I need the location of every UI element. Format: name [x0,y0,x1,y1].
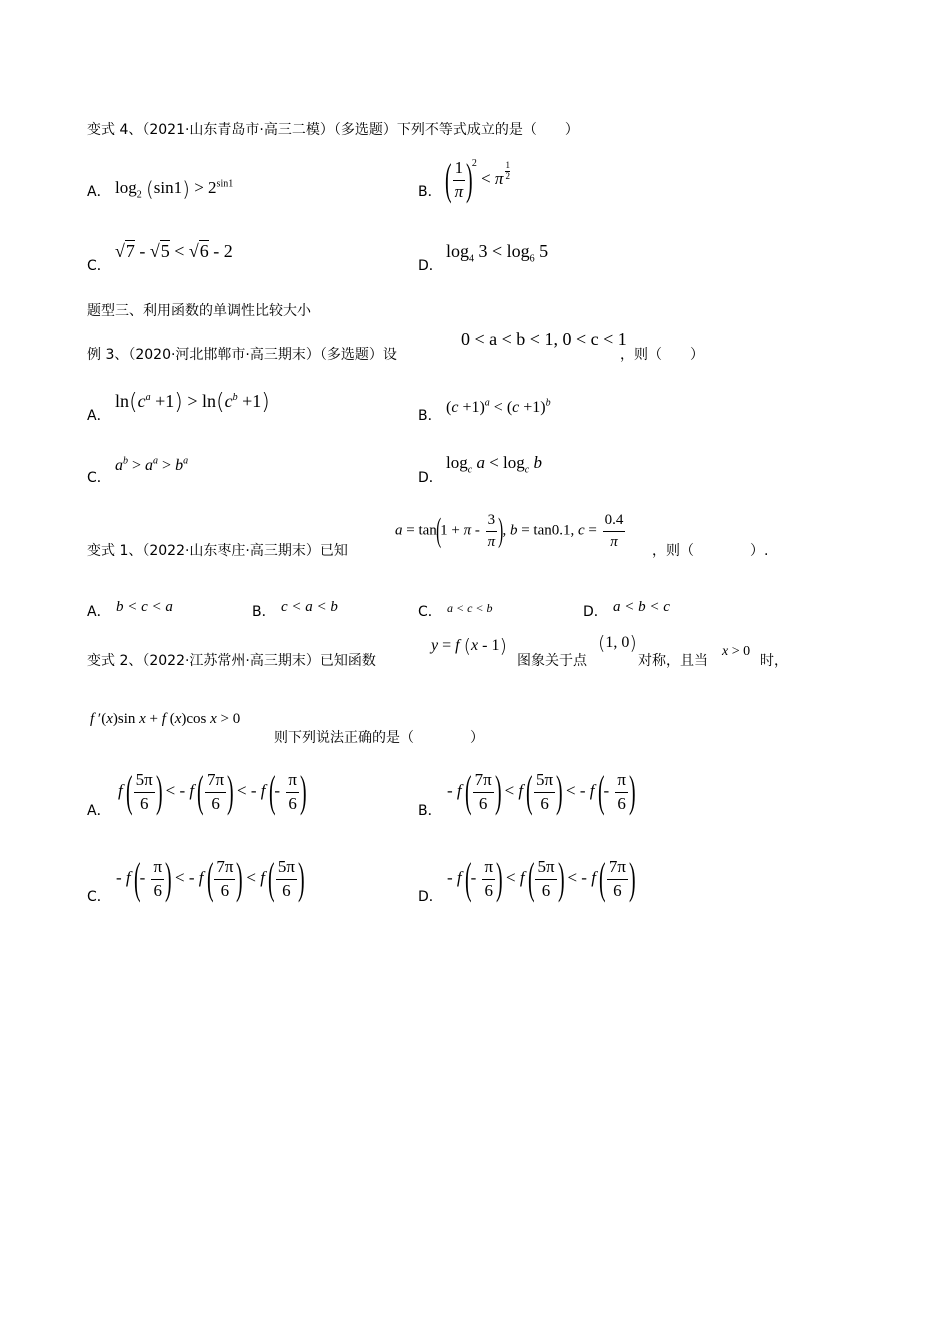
ex3-stem: 例 3、（2020·河北邯郸市·高三期末）（多选题）设 [87,347,397,363]
ex3-option-d-formula: $\log_c a < \log_c b$ [446,453,542,476]
q4-option-a-label: A． [87,184,111,200]
v2-option-a-label: A． [87,803,111,819]
q4-option-b-label: B． [418,184,442,200]
ex3-option-c-formula: $a^b > a^a > b^a$ [115,455,189,474]
v1-option-c-text: a < c < b [447,601,493,615]
v2-mid3: 时， [760,653,788,669]
v2-option-b-formula: - f ( $\frac{7\pi}{6}$ ) < f ( $\frac{5\pi}{6}$ ) < - f (- $\frac{\pi}{6}$ ) [447,767,636,816]
ex3-option-b-label: B． [418,408,442,424]
ex3-option-c-label: C． [87,470,111,486]
v1-option-d-text: a < b < c [613,599,670,615]
q4-option-c-label: C． [87,258,111,274]
v2-inequality: f ′(x)sin x + f (x)cos x > 0 [90,711,241,727]
v1-option-a-label: A． [87,604,111,620]
ex3-option-b-formula: $(c +1)^a < (c +1)^b$ [446,397,551,416]
q4-option-c-formula: √7 - √5 < √6 - 2 [115,241,233,261]
q4-option-d-formula: $\log_4 3 < \log_6 5$ [446,241,549,265]
q4-option-d-label: D． [418,258,443,274]
v1-formula: a = tan(1 + π - $\frac{3}{\pi}$ ), b = tan0.1, c = $\frac{0.4}{\pi}$ [395,512,624,550]
v2-option-b-label: B． [418,803,442,819]
v2-function: y = f (x - 1) [431,635,507,657]
v1-tail: ，则（ ）. [652,543,769,559]
v1-option-b-text: c < a < b [281,599,338,615]
v2-line2-tail: 则下列说法正确的是（ ） [274,730,484,746]
ex3-option-a-label: A． [87,408,111,424]
v1-option-b-label: B． [252,604,276,620]
v1-option-c-label: C． [418,604,442,620]
q4-option-a-formula: $\log_2 (\sin 1) > 2^{sin1}$ [115,177,234,202]
v2-option-c-formula: - f (- $\frac{\pi}{6}$ ) < - f ( $\frac{7\pi}{6}$ ) < f ( $\frac{5\pi}{6}$ ) [116,854,305,903]
v2-mid2: 对称，且当 [638,653,708,669]
ex3-condition: 0 < a < b < 1, 0 < c < 1 [461,329,627,349]
section-title: 题型三、利用函数的单调性比较大小 [87,303,311,319]
v1-option-a-text: b < c < a [116,599,173,615]
q4-stem: 变式 4、（2021·山东青岛市·高三二模）（多选题）下列不等式成立的是（ ） [87,122,579,138]
v2-point: (1, 0) [598,632,637,654]
v2-option-d-label: D． [418,889,443,905]
ex3-tail: ，则（ ） [620,347,704,363]
v2-option-c-label: C． [87,889,111,905]
ex3-option-a-formula: $\ln(c^a +1) > \ln(c^b +1)$ [115,390,270,415]
v1-stem: 变式 1、（2022·山东枣庄·高三期末）已知 [87,543,348,559]
ex3-option-d-label: D． [418,470,443,486]
v2-x-condition: x > 0 [722,644,751,659]
q4-option-b-formula: ( $\frac{1}{\pi}$ )$^2$ < π $^{\frac{1}{2}}$ [445,155,510,204]
v2-option-a-formula: f ( $\frac{5\pi}{6}$ ) < - f ( $\frac{7\pi}{6}$ ) < - f (- $\frac{\pi}{6}$ ) [118,767,307,816]
v2-option-d-formula: - f (- $\frac{\pi}{6}$ ) < f ( $\frac{5\pi}{6}$ ) < - f ( $\frac{7\pi}{6}$ ) [447,854,636,903]
v2-mid1: 图象关于点 [517,653,587,669]
v1-option-d-label: D． [583,604,608,620]
v2-stem: 变式 2、（2022·江苏常州·高三期末）已知函数 [87,653,376,669]
